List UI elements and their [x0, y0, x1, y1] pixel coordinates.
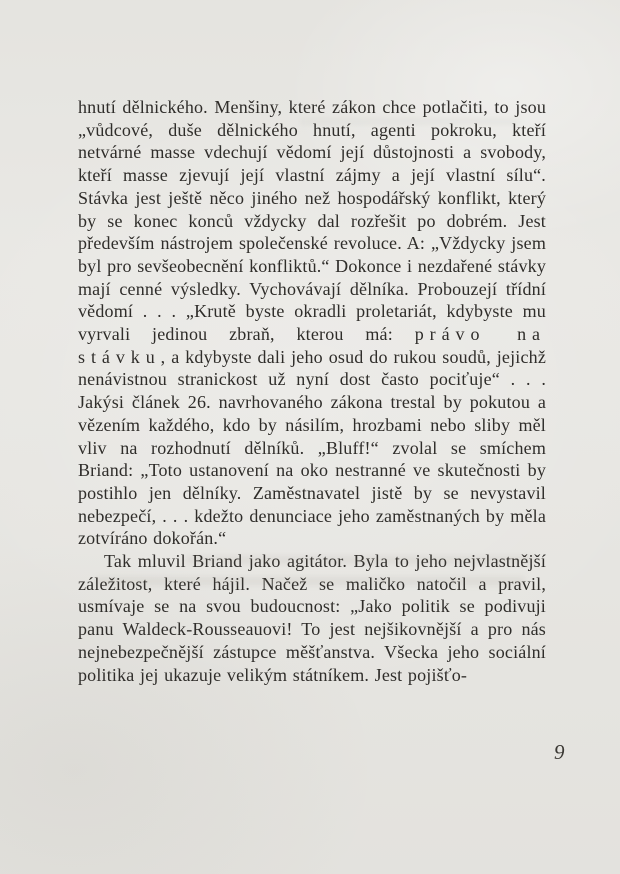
paragraph-2 — [78, 550, 546, 686]
paragraph-1-letterspaced-phrase: právo na stávku — [78, 324, 546, 367]
text-block — [78, 96, 546, 686]
paragraph-1 — [78, 96, 546, 550]
paragraph-1-text-start: hnutí dělnického. Menšiny, které zákon chce potlačiti, to jsou „vůdcové, duše dělnického hnutí, agenti pokroku, kteří netvárné masse vdechují vědomí její důstojnosti a svobody, kteří masse zjevují její vlastní zájmy a její vlastní sílu“. Stávka jest ještě něco jiného než hospodářský konflikt, který by se konec konců vždycky dal rozřešit po dobrém. Jest především nástrojem společenské revoluce. A: „Vždycky jsem byl pro sevšeobecnění konfliktů.“ Dokonce i nezdařené stávky mají cenné výsledky. Vychovávají dělníka. Probouzejí třídní vědomí . . . „Krutě byste okradli proletariát, kdybyste mu vyrvali jedinou zbraň, kterou má: — [78, 97, 546, 345]
paragraph-1-text-end: , a kdybyste dali jeho osud do rukou soudů, jejichž nenávistnou stranickost už nyní dost často pociťuje“ . . . Jakýsi článek 26. navrhovaného zákona trestal by pokutou a vězením každého, kdo by násilím, hrozbami nebo sliby měl vliv na rozhodnutí dělníků. „Bluff!“ zvolal se smíchem Briand: „Toto ustanovení na oko nestranné ve skutečnosti by postihlo jen dělníky. Zaměstnavatel jistě by se nevystavil nebezpečí, . . . kdežto denunciace jeho zaměstnaných by měla zotvíráno dokořán.“ — [78, 346, 546, 549]
paragraph-2-text: Tak mluvil Briand jako agitátor. Byla to jeho nejvlastnější záležitost, které hájil. Načež se maličko natočil a pravil, usmívaje se na svou budoucnost: „Jako politik se podivuji panu Waldeck-Rousseauovi! To jest nejšikovnější a pro nás nejnebezpečnější zástupce měšťanstva. Všecka jeho sociální politika jej ukazuje velikým státníkem. Jest pojišťo- — [78, 551, 546, 685]
page-number: 9 — [554, 740, 565, 764]
